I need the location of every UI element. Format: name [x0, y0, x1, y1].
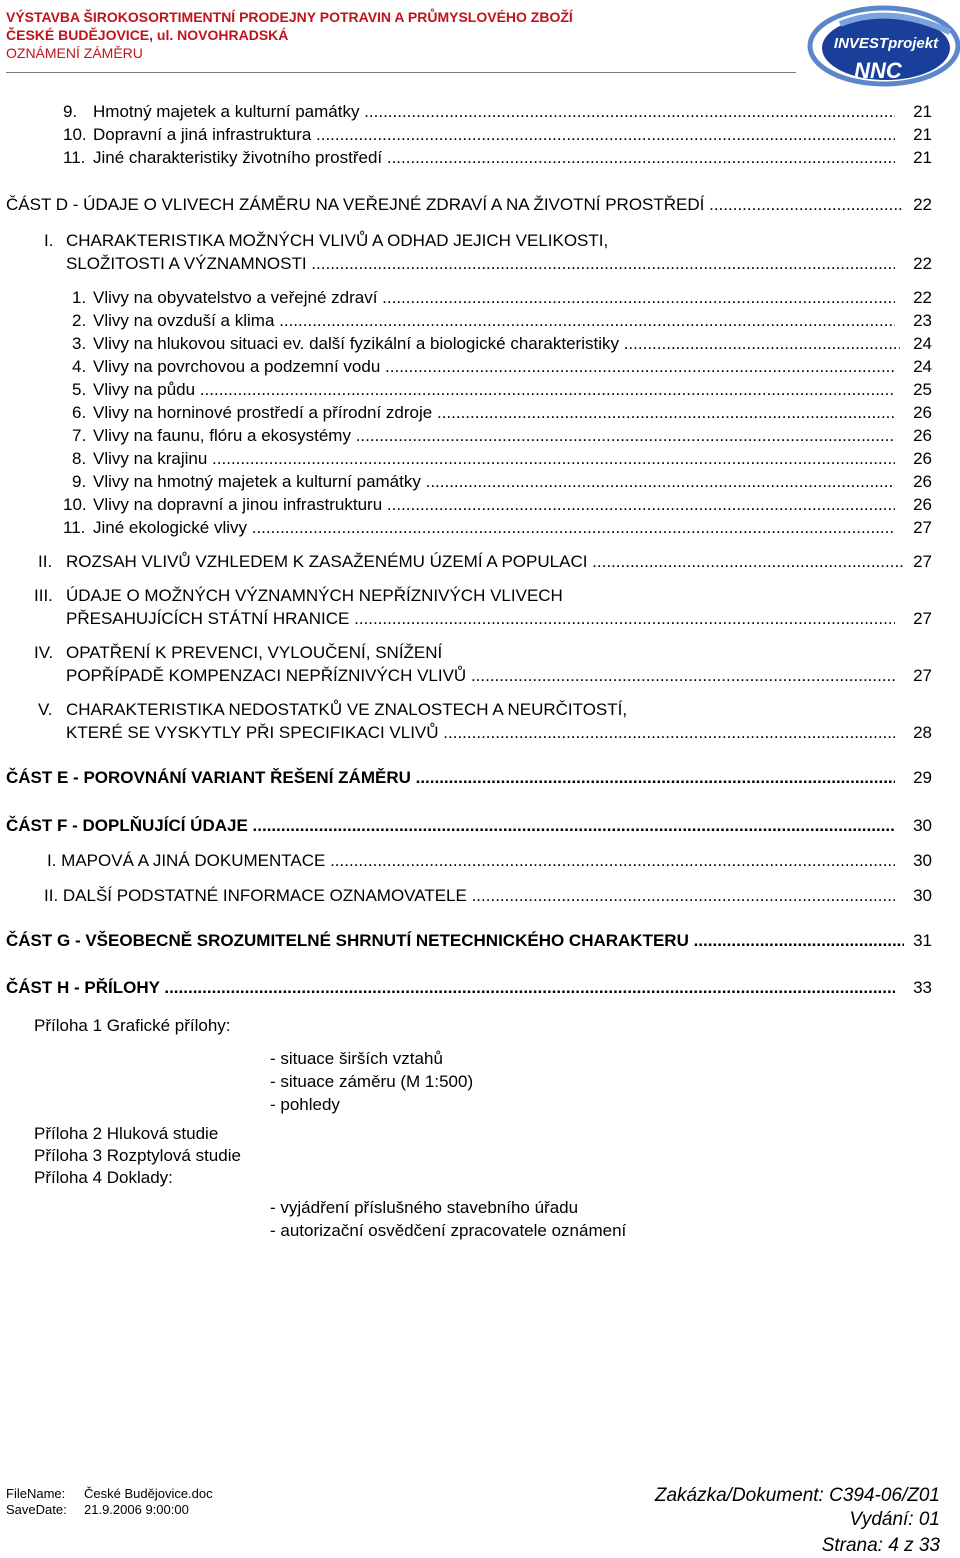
- toc-entry-title: ČÁST G - VŠEOBECNĚ SROZUMITELNÉ SHRNUTÍ NETECHNICKÉHO CHARAKTERU .....: [6, 930, 904, 952]
- toc-entry-number: 10.: [63, 495, 87, 514]
- toc-entry-title: Vlivy na půdu .....: [93, 379, 895, 401]
- toc-entry-page: 25: [913, 380, 932, 399]
- toc-entry-title: Vlivy na faunu, flóru a ekosystémy .....: [93, 425, 895, 447]
- attachment-4-label: Příloha 4 Doklady:: [34, 1168, 173, 1187]
- page-header: [6, 8, 786, 62]
- toc-entry-page: 21: [913, 148, 932, 167]
- toc-entry-page: 22: [913, 288, 932, 307]
- toc-entry-page: 27: [913, 666, 932, 685]
- toc-entry-title: Vlivy na horninové prostředí a přírodní zdroje .....: [93, 402, 895, 424]
- toc-entry-number: I.: [44, 231, 54, 250]
- toc-entry-page: 26: [913, 403, 932, 422]
- footer-filename: České Budějovice.doc: [84, 1486, 213, 1501]
- toc-entry-page: 29: [913, 768, 932, 787]
- toc-entry-title: ČÁST E - POROVNÁNÍ VARIANT ŘEŠENÍ ZÁMĚRU .....: [6, 767, 895, 789]
- toc-entry-page: 24: [913, 334, 932, 353]
- toc-entry-title: Hmotný majetek a kulturní památky .....: [93, 101, 895, 123]
- attachment-4-item: - vyjádření příslušného stavebního úřadu: [270, 1198, 579, 1217]
- toc-entry-number: V.: [38, 700, 53, 719]
- toc-entry-number: 8.: [72, 449, 87, 468]
- toc-entry-title: Vlivy na dopravní a jinou infrastrukturu .....: [93, 494, 895, 516]
- footer-page-number: Strana: 4 z 33: [821, 1535, 940, 1556]
- attachment-2-label: Příloha 2 Hluková studie: [34, 1124, 219, 1143]
- toc-entry-title: ČÁST F - DOPLŇUJÍCÍ ÚDAJE .....: [6, 815, 895, 837]
- toc-entry-title: Vlivy na krajinu .....: [93, 448, 895, 470]
- attachment-1-item: - situace záměru (M 1:500): [270, 1072, 474, 1091]
- toc-entry-page: 27: [913, 609, 932, 628]
- logo-text-investprojekt: INVESTprojekt: [833, 35, 939, 52]
- toc-entry-page: 27: [913, 518, 932, 537]
- toc-entry-number: 3.: [72, 334, 87, 353]
- toc-entry-title: ROZSAH VLIVŮ VZHLEDEM K ZASAŽENÉMU ÚZEMÍ A POPULACI .....: [66, 551, 904, 573]
- toc-entry-number: 9.: [63, 102, 78, 121]
- toc-entry-page: 22: [913, 254, 932, 273]
- toc-entry-page: 26: [913, 449, 932, 468]
- investprojekt-nnc-logo: [800, 2, 960, 90]
- logo-text-nnc: NNC: [854, 58, 902, 83]
- toc-entry-number: 9.: [72, 472, 87, 491]
- toc-entry-page: 26: [913, 495, 932, 514]
- toc-entry-number: IV.: [34, 643, 54, 662]
- toc-entry-title-line2: SLOŽITOSTI A VÝZNAMNOSTI .....: [66, 253, 895, 275]
- footer-order-number: Zakázka/Dokument: C394-06/Z01: [654, 1485, 940, 1506]
- toc-entry-title-line2: PŘESAHUJÍCÍCH STÁTNÍ HRANICE .....: [66, 608, 895, 630]
- toc-entry-title: Vlivy na povrchovou a podzemní vodu .....: [93, 356, 895, 378]
- toc-entry-page: 23: [913, 311, 932, 330]
- footer-savedate-label: SaveDate:: [6, 1502, 67, 1517]
- toc-entry-number: 7.: [72, 426, 87, 445]
- toc-entry-title: Dopravní a jiná infrastruktura .....: [93, 124, 895, 146]
- toc-entry-title-line1: ÚDAJE O MOŽNÝCH VÝZNAMNÝCH NEPŘÍZNIVÝCH VLIVECH: [66, 586, 563, 605]
- toc-entry-number: 11.: [63, 518, 86, 537]
- header-document-type: OZNÁMENÍ ZÁMĚRU: [6, 45, 143, 61]
- toc-entry-title: ČÁST H - PŘÍLOHY .....: [6, 977, 895, 999]
- toc-entry-title: Vlivy na hlukovou situaci ev. další fyzikální a biologické charakteristiky .....: [93, 333, 900, 355]
- attachment-1-label: Příloha 1 Grafické přílohy:: [34, 1016, 231, 1035]
- toc-entry-page: 30: [913, 886, 932, 905]
- toc-entry-title: Jiné charakteristiky životního prostředí .....: [93, 147, 895, 169]
- header-project-title: VÝSTAVBA ŠIROKOSORTIMENTNÍ PRODEJNY POTRAVIN A PRŮMYSLOVÉHO ZBOŽÍ: [6, 9, 573, 25]
- toc-entry-page: 24: [913, 357, 932, 376]
- toc-entry-number: 4.: [72, 357, 87, 376]
- toc-entry-page: 33: [913, 978, 932, 997]
- toc-entry-page: 21: [913, 102, 932, 121]
- toc-entry-title-line1: CHARAKTERISTIKA MOŽNÝCH VLIVŮ A ODHAD JEJICH VELIKOSTI,: [66, 231, 609, 250]
- toc-entry-number: 5.: [72, 380, 87, 399]
- attachment-1-item: - pohledy: [270, 1095, 340, 1114]
- toc-entry-number: 10.: [63, 125, 87, 144]
- toc-entry-number: 2.: [72, 311, 87, 330]
- attachment-4-item: - autorizační osvědčení zpracovatele oznámení: [270, 1221, 627, 1240]
- footer-filename-label: FileName:: [6, 1486, 66, 1501]
- toc-entry-number: III.: [34, 586, 53, 605]
- toc-entry-number: 1.: [72, 288, 87, 307]
- toc-entry-title-line2: POPŘÍPADĚ KOMPENZACI NEPŘÍZNIVÝCH VLIVŮ .....: [66, 665, 895, 687]
- toc-entry-number: II.: [38, 552, 53, 571]
- footer-savedate: 21.9.2006 9:00:00: [84, 1502, 189, 1517]
- toc-entry-number: 11.: [63, 148, 86, 167]
- toc-entry-title-line1: OPATŘENÍ K PREVENCI, VYLOUČENÍ, SNÍŽENÍ: [66, 643, 443, 662]
- toc-entry-page: 21: [913, 125, 932, 144]
- toc-entry-title: Jiné ekologické vlivy .....: [93, 517, 895, 539]
- toc-entry-page: 30: [913, 851, 932, 870]
- toc-entry-title-line2: KTERÉ SE VYSKYTLY PŘI SPECIFIKACI VLIVŮ .....: [66, 722, 895, 744]
- footer-issue: Vydání: 01: [849, 1509, 940, 1530]
- toc-entry-page: 22: [913, 195, 932, 214]
- header-location: ČESKÉ BUDĚJOVICE, ul. NOVOHRADSKÁ: [6, 27, 289, 43]
- attachment-1-item: - situace širších vztahů: [270, 1049, 443, 1068]
- toc-entry-number: 6.: [72, 403, 87, 422]
- toc-entry-page: 27: [913, 552, 932, 571]
- attachment-3-label: Příloha 3 Rozptylová studie: [34, 1146, 241, 1165]
- toc-entry-page: 28: [913, 723, 932, 742]
- toc-entry-page: 31: [913, 931, 932, 950]
- toc-entry-page: 26: [913, 472, 932, 491]
- toc-entry-title: I. MAPOVÁ A JINÁ DOKUMENTACE .....: [47, 850, 895, 872]
- toc-entry-title: Vlivy na hmotný majetek a kulturní památky .....: [93, 471, 895, 493]
- toc-entry-title-line1: CHARAKTERISTIKA NEDOSTATKŮ VE ZNALOSTECH A NEURČITOSTÍ,: [66, 700, 628, 719]
- toc-entry-title: Vlivy na obyvatelstvo a veřejné zdraví .....: [93, 287, 895, 309]
- toc-entry-title: II. DALŠÍ PODSTATNÉ INFORMACE OZNAMOVATELE .....: [44, 885, 895, 907]
- toc-entry-page: 26: [913, 426, 932, 445]
- header-divider: [6, 72, 796, 73]
- toc-entry-title: Vlivy na ovzduší a klima .....: [93, 310, 895, 332]
- toc-entry-page: 30: [913, 816, 932, 835]
- toc-entry-title: ČÁST D - ÚDAJE O VLIVECH ZÁMĚRU NA VEŘEJNÉ ZDRAVÍ A NA ŽIVOTNÍ PROSTŘEDÍ .....: [6, 194, 904, 216]
